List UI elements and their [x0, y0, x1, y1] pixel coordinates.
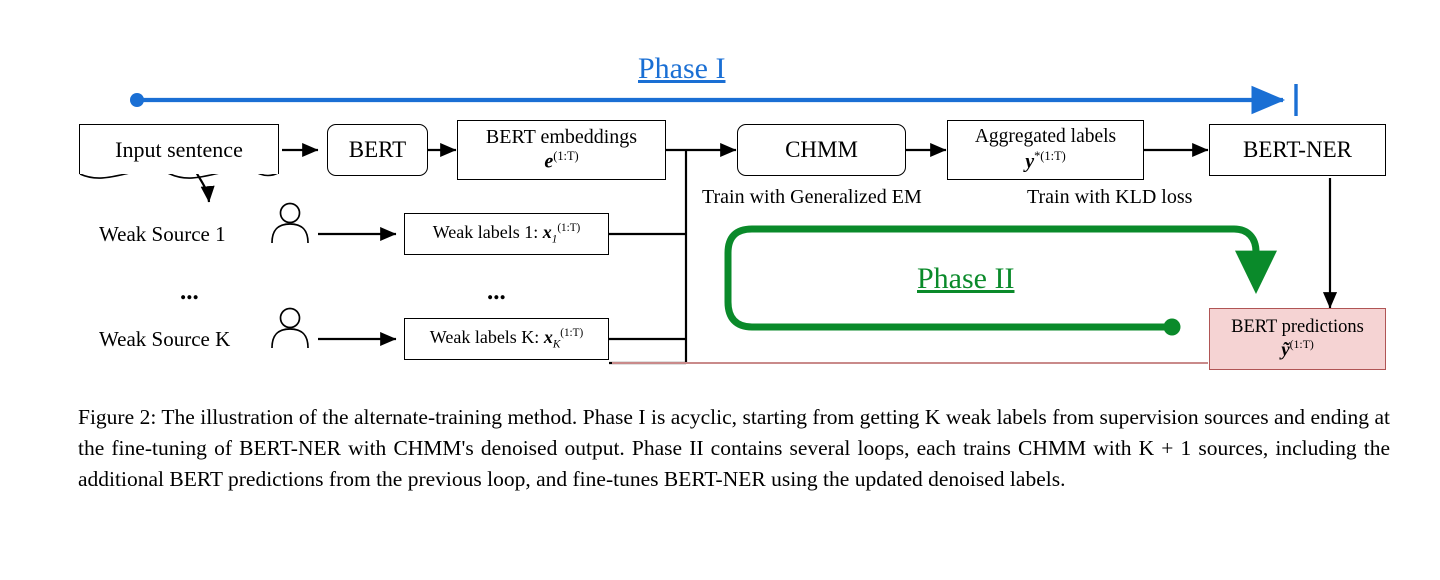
label-train-generalized-em: Train with Generalized EM: [702, 186, 922, 208]
label-weak-source-k: Weak Source K: [99, 327, 231, 351]
node-bert-embeddings-line1: BERT embeddings: [485, 126, 638, 149]
node-input-sentence[interactable]: [79, 124, 279, 174]
label-ellipsis-mid: ...: [487, 278, 506, 305]
node-weak-labels-k-label: Weak labels K: $x_K^{(1:T)}$: [429, 326, 584, 351]
node-aggregated-labels-line2: $y^{*(1:T)}$: [1025, 148, 1066, 173]
weak-source-1-person-icon: [272, 204, 308, 244]
node-input-sentence-label: Input sentence: [115, 136, 243, 162]
node-chmm[interactable]: [737, 124, 906, 176]
node-bert-predictions-line2: ỹ$^{(1:T)}$: [1281, 338, 1314, 361]
node-bert-embeddings-line2: $e^{(1:T)}$: [544, 149, 579, 173]
figure-caption: [78, 402, 1390, 496]
node-aggregated-labels-line1: Aggregated labels: [974, 126, 1117, 148]
node-weak-labels-1[interactable]: [404, 213, 609, 255]
node-weak-labels-1-label: Weak labels 1: $x_1^{(1:T)}$: [432, 221, 581, 246]
node-chmm-label: CHMM: [785, 136, 858, 162]
node-bert-predictions-line1: BERT predictions: [1231, 316, 1364, 337]
caption-label: Figure 2:: [78, 405, 157, 429]
phase1-label: Phase I: [638, 52, 726, 85]
caption-text: The illustration of the alternate-training method. Phase I is acyclic, starting from getting K weak labels from supervision sources and ending at the fine-tuning of BERT-NER with CHMM's denoised output. Phase II contains several loops, each trains CHMM with K + 1 sources, including the additional BERT predictions from the previous loop, and fine-tunes BERT-NER using the updated denoised labels.: [78, 405, 1390, 492]
weak-source-k-person-icon: [272, 309, 308, 349]
phase1-arrow: [130, 84, 1296, 116]
node-bert-embeddings[interactable]: [457, 120, 666, 180]
node-weak-labels-k[interactable]: [404, 318, 609, 360]
node-bert-predictions[interactable]: [1209, 308, 1386, 370]
weak-source-arrows: [318, 234, 396, 339]
label-weak-source-1: Weak Source 1: [99, 222, 226, 246]
node-bert-label: BERT: [348, 136, 407, 162]
node-bert-ner[interactable]: [1209, 124, 1386, 176]
label-train-kld-loss: Train with KLD loss: [1027, 186, 1193, 208]
label-ellipsis-left: ...: [180, 278, 199, 305]
node-aggregated-labels[interactable]: [947, 120, 1144, 180]
node-bert-ner-label: BERT-NER: [1243, 136, 1352, 162]
weak-labels-to-chmm-lines: [609, 234, 686, 363]
node-bert[interactable]: [327, 124, 428, 176]
phase2-label: Phase II: [917, 262, 1015, 295]
